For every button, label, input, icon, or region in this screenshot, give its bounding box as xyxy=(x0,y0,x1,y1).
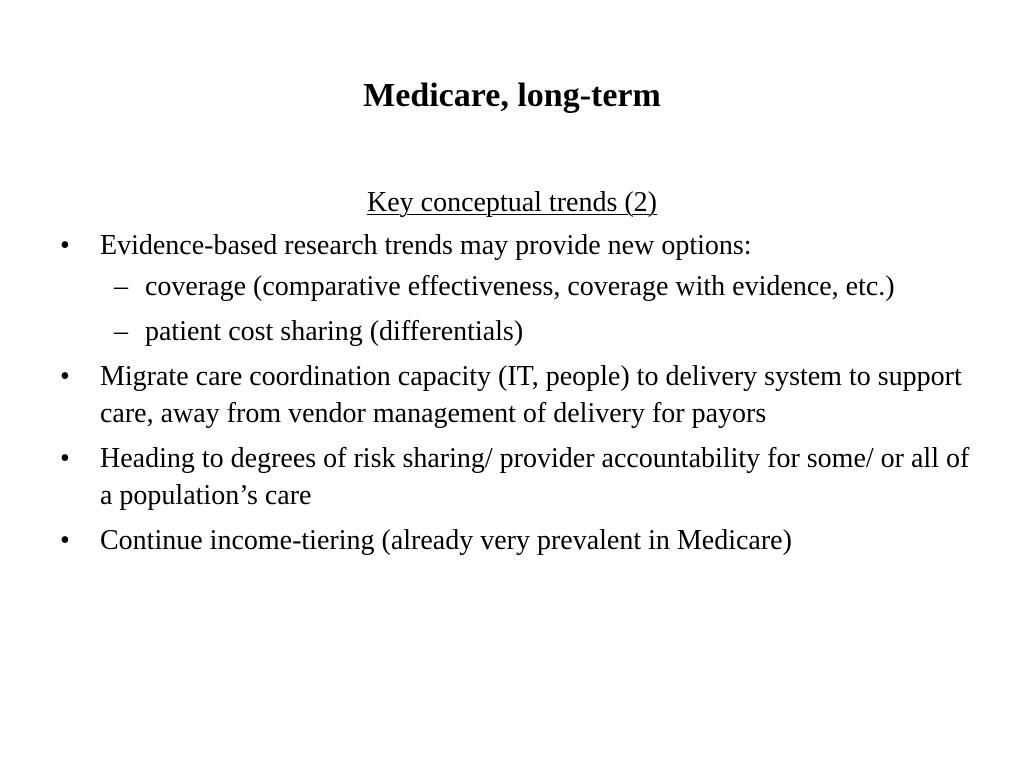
bullet-marker: • xyxy=(60,230,70,261)
bullet-marker: • xyxy=(60,361,70,392)
sub-bullet-marker: – xyxy=(114,316,128,347)
bullet-list xyxy=(58,227,978,567)
bullet-text: Evidence-based research trends may provide new options: xyxy=(100,230,752,261)
bullet-marker: • xyxy=(60,525,70,556)
bullet-item xyxy=(58,358,978,432)
sub-bullet-text: patient cost sharing (differentials) xyxy=(145,316,524,347)
sub-bullet-marker: – xyxy=(114,271,128,302)
bullet-marker: • xyxy=(60,443,70,474)
sub-bullet-item xyxy=(100,268,978,305)
slide-subtitle: Key conceptual trends (2) xyxy=(367,187,657,218)
bullet-text: Continue income-tiering (already very prevalent in Medicare) xyxy=(100,525,792,556)
sub-bullet-text: coverage (comparative effectiveness, coverage with evidence, etc.) xyxy=(145,271,895,302)
bullet-text: Heading to degrees of risk sharing/ provider accountability for some/ or all of a population’s care xyxy=(100,443,970,511)
bullet-item xyxy=(58,227,978,350)
bullet-text: Migrate care coordination capacity (IT, people) to delivery system to support care, away from vendor management of delivery for payors xyxy=(100,361,962,429)
sub-bullet-item xyxy=(100,313,978,350)
bullet-item xyxy=(58,522,978,559)
slide-title: Medicare, long-term xyxy=(363,77,661,114)
sub-bullet-list xyxy=(100,268,978,350)
bullet-item xyxy=(58,440,978,514)
